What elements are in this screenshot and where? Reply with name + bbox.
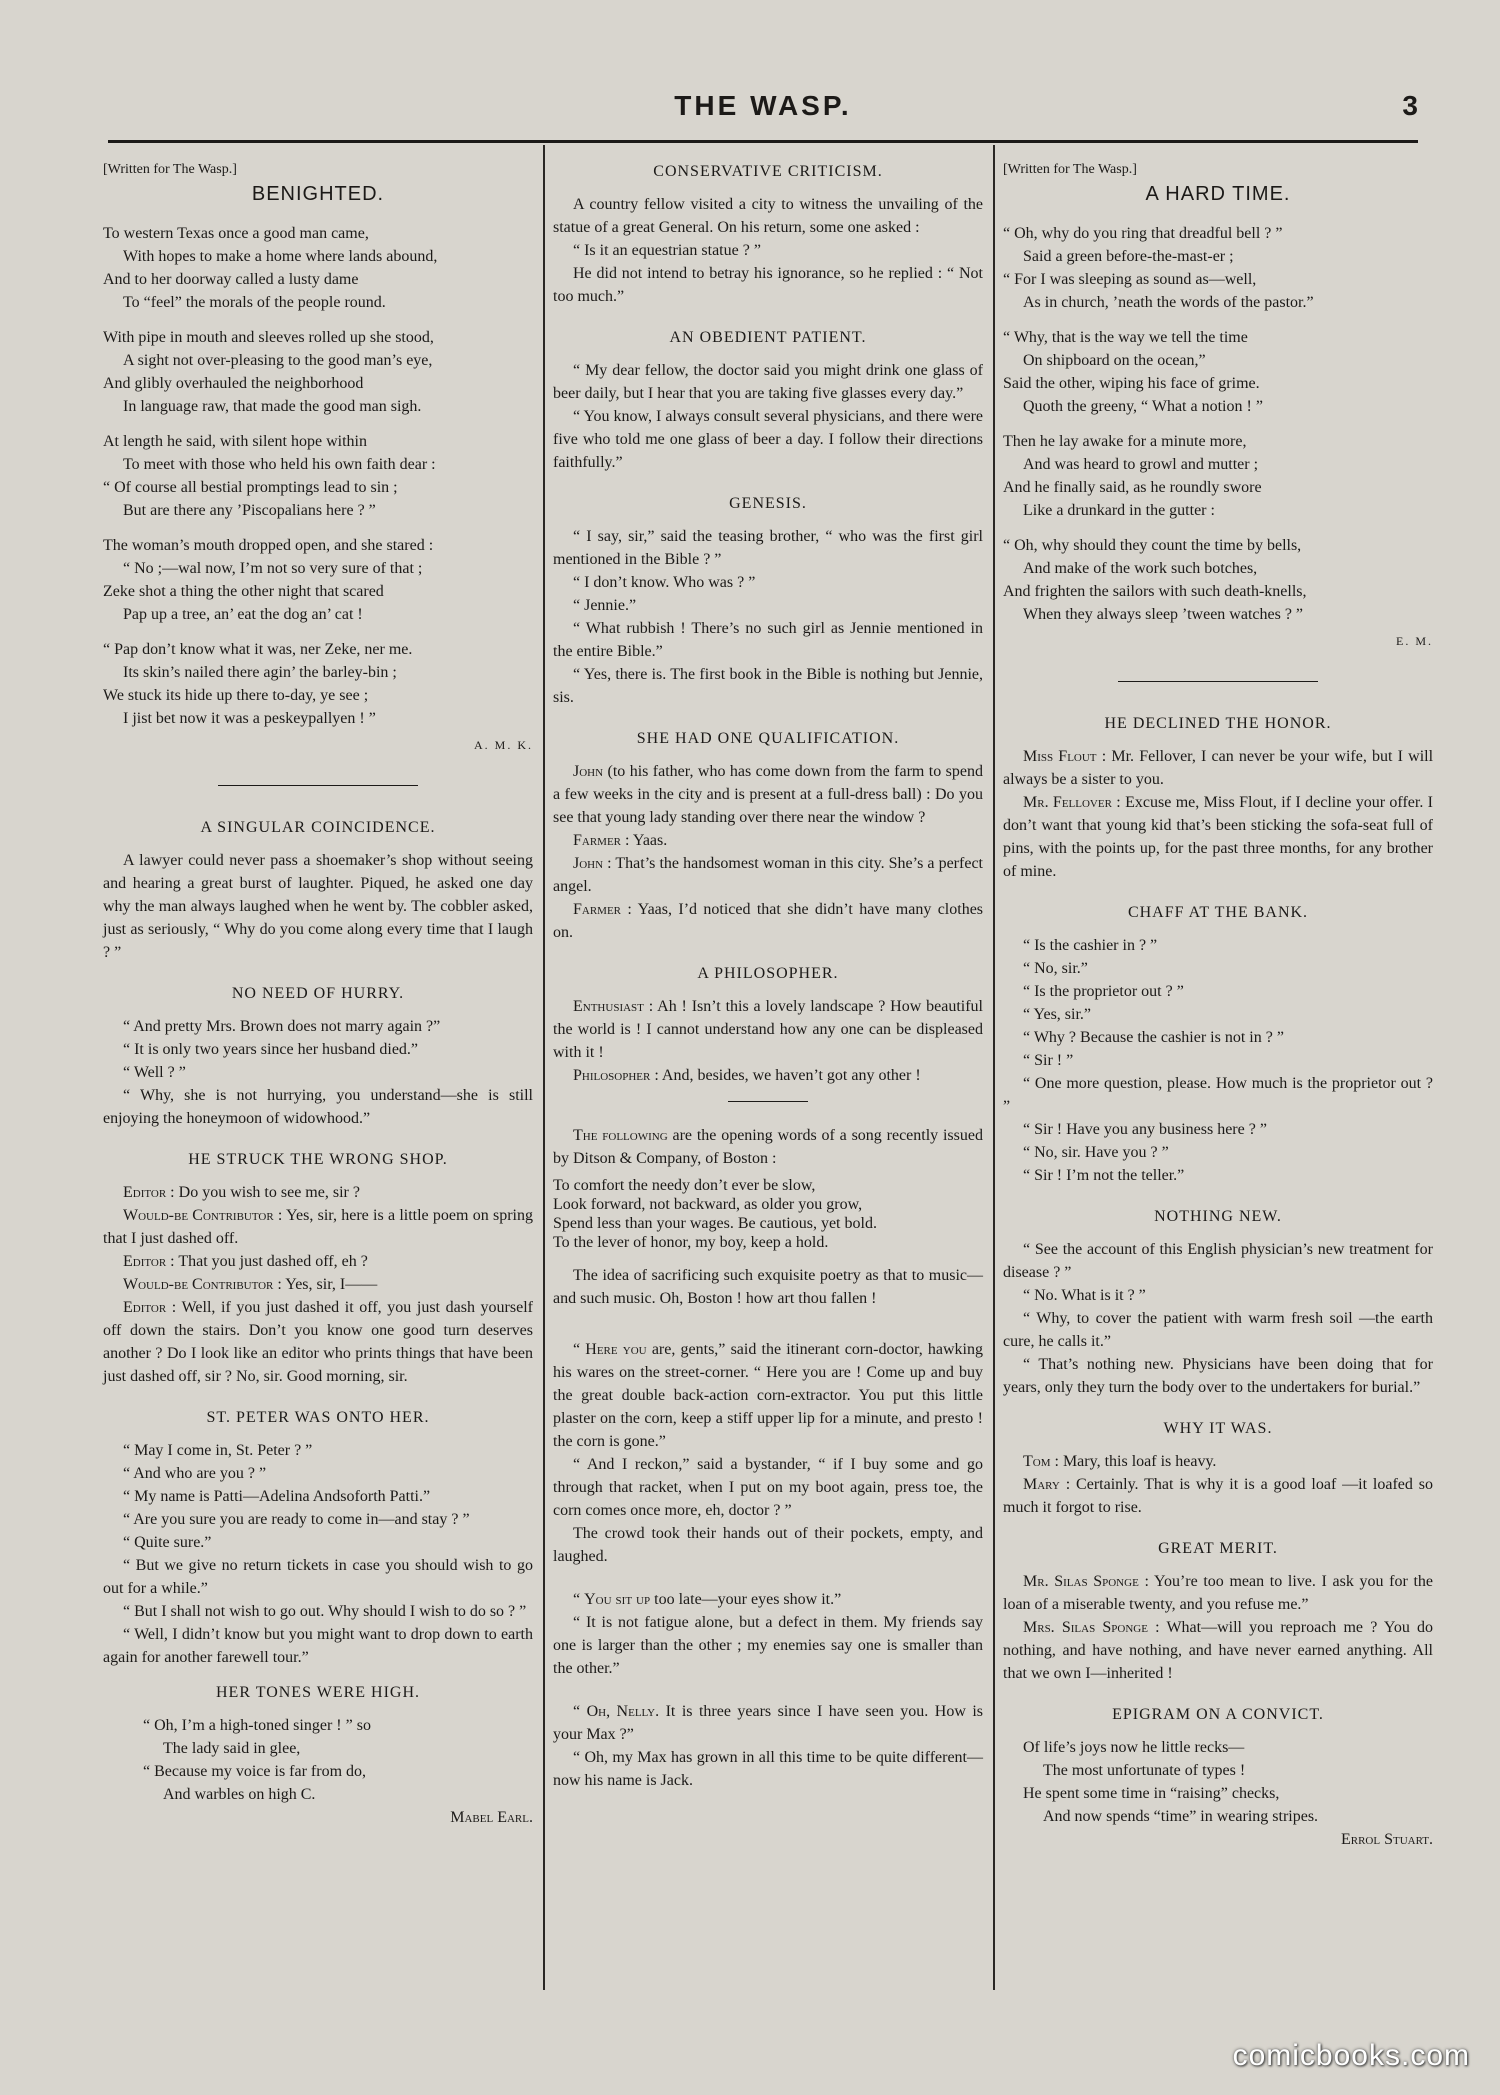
article-title: AN OBEDIENT PATIENT. — [669, 329, 867, 346]
signature: Mabel Earl. — [450, 1809, 533, 1826]
speaker: Farmer : — [573, 832, 630, 849]
column-rule-2 — [993, 145, 995, 1990]
stanza — [103, 638, 533, 730]
speaker: Editor : — [123, 1253, 175, 1270]
dialogue-line: “ What rubbish ! There’s no such girl as Jennie mentioned in the entire Bible.” — [553, 620, 983, 660]
verse-line: Of life’s joys now he little recks— — [1023, 1739, 1245, 1756]
article-title: ST. PETER WAS ONTO HER. — [206, 1409, 430, 1426]
speech: too late—your eyes show it.” — [654, 1591, 842, 1608]
speech: Mary, this loaf is heavy. — [1062, 1453, 1217, 1470]
dialogue-line — [1003, 1616, 1433, 1685]
verse-line: As in church, ’neath the words of the pastor.” — [1023, 294, 1314, 311]
dialogue-line: “ And pretty Mrs. Brown does not marry again ?” — [123, 1018, 441, 1035]
dialogue-line — [1003, 1450, 1433, 1473]
verse-line: And warbles on high C. — [163, 1786, 316, 1803]
song-verse — [553, 1176, 983, 1252]
verse-line: Spend less than your wages. Be cautious, yet bold. — [553, 1215, 877, 1232]
dialogue-line — [103, 1273, 533, 1296]
verse-line: To the lever of honor, my boy, keep a hold. — [553, 1234, 829, 1251]
dialogue-line: “ Yes, sir.” — [1023, 1006, 1092, 1023]
verse-line: Zeke shot a thing the other night that scared — [103, 583, 384, 600]
article-text: “ It is not fatigue alone, but a defect in them. My friends say one is larger than the other ; my enemies say one is smaller than the other.” — [553, 1614, 983, 1677]
dialogue-line: “ Is the proprietor out ? ” — [1023, 983, 1184, 1000]
verse-line: Said the other, wiping his face of grime. — [1003, 375, 1260, 392]
article-text — [553, 1124, 983, 1170]
masthead-title: THE WASP. — [674, 90, 852, 121]
written-for-note: [Written for The Wasp.] — [103, 162, 237, 177]
dialogue-line — [553, 995, 983, 1064]
dialogue-line: “ I say, sir,” said the teasing brother, “ who was the first girl mentioned in the Bible ? ” — [553, 528, 983, 568]
poem-benighted — [103, 222, 533, 730]
verse-line: “ Pap don’t know what it was, ner Zeke, ner me. — [103, 641, 413, 658]
verse-line: “ For I was sleeping as sound as—well, — [1003, 271, 1257, 288]
speech: Yes, sir, here is a little poem on spring that I just dashed off. — [103, 1207, 533, 1247]
dialogue-line: “ But we give no return tickets in case you should wish to go out for a while.” — [103, 1557, 533, 1597]
dialogue-line — [553, 898, 983, 944]
dialogue-line: “ I don’t know. Who was ? ” — [573, 574, 756, 591]
verse-line: Said a green before-the-mast-er ; — [1023, 248, 1234, 265]
verse-line: Quoth the greeny, “ What a notion ! ” — [1023, 398, 1263, 415]
speech: Excuse me, Miss Flout, if I decline your offer. I don’t want that young kid that’s been sticking the sofa-seat full of pins, with the points up, for the past three months, for any brother of mine. — [1003, 794, 1434, 880]
speech: Yaas, I’d noticed that she didn’t have many clothes on. — [553, 901, 984, 941]
watermark: comicbooks.com — [1232, 2039, 1470, 2072]
dialogue-line — [1003, 1570, 1433, 1616]
article-text: “ Oh, Nelly. It is three years since I have seen you. How is your Max ?” — [553, 1703, 984, 1743]
dialogue-line: “ Well, I didn’t know but you might want to drop down to earth again for another farewell tour.” — [103, 1626, 533, 1666]
stanza — [103, 222, 533, 314]
verse-line: And now spends “time” in wearing stripes. — [1043, 1808, 1319, 1825]
verse-line: “ Of course all bestial promptings lead to sin ; — [103, 479, 398, 496]
article-title: HE DECLINED THE HONOR. — [1104, 715, 1332, 732]
verse-line: And to her doorway called a lusty dame — [103, 271, 359, 288]
verse-line: At length he said, with silent hope within — [103, 433, 367, 450]
article-text: “ You sit up too late—your eyes show it.” — [573, 1591, 842, 1608]
lead-in: Here you — [585, 1341, 647, 1358]
speech: That you just dashed off, eh ? — [178, 1253, 368, 1270]
dialogue-line: “ No, sir. Have you ? ” — [1023, 1144, 1169, 1161]
speaker: Mrs. Silas Sponge : — [1023, 1619, 1160, 1636]
verse-line: He spent some time in “raising” checks, — [1023, 1785, 1280, 1802]
speech: Yaas. — [632, 832, 668, 849]
article-text: A lawyer could never pass a shoemaker’s shop without seeing and hearing a great burst of laughter. Piqued, he asked one day why the man always laughed when he went by. The cobbler asked, just as seriously, “ Why do you come along every time that I laugh ? ” — [103, 852, 533, 961]
verse-line: To comfort the needy don’t ever be slow, — [553, 1177, 816, 1194]
dialogue-line: “ And who are you ? ” — [123, 1465, 267, 1482]
dialogue-line: “ But I shall not wish to go out. Why should I wish to do so ? ” — [123, 1603, 527, 1620]
verse-line: And frighten the sailors with such death-knells, — [1003, 583, 1307, 600]
divider — [728, 1101, 808, 1102]
verse — [103, 1714, 533, 1806]
verse-line: We stuck its hide up there to-day, ye see ; — [103, 687, 369, 704]
stanza — [1003, 430, 1433, 522]
article-title: A SINGULAR COINCIDENCE. — [200, 819, 436, 836]
dialogue-line — [103, 1250, 533, 1273]
verse-line: But are there any ’Piscopalians here ? ” — [123, 502, 376, 519]
verse-line: To “feel” the morals of the people round. — [123, 294, 386, 311]
verse-line: When they always sleep ’tween watches ? ” — [1023, 606, 1304, 623]
dialogue-line — [553, 829, 983, 852]
article-title: A PHILOSOPHER. — [697, 965, 839, 982]
article-title: CHAFF AT THE BANK. — [1127, 904, 1309, 921]
speaker: Editor : — [123, 1184, 175, 1201]
article-title: NOTHING NEW. — [1154, 1208, 1282, 1225]
verse-line: Look forward, not backward, as older you grow, — [553, 1196, 863, 1213]
speaker: Tom : — [1023, 1453, 1059, 1470]
dialogue-line: “ Sir ! ” — [1023, 1052, 1074, 1069]
verse-line: The woman’s mouth dropped open, and she stared : — [103, 537, 434, 554]
dialogue-line: “ Sir ! Have you any business here ? ” — [1023, 1121, 1267, 1138]
speaker: Mr. Fellover : — [1023, 794, 1121, 811]
article-title: CONSERVATIVE CRITICISM. — [653, 163, 883, 180]
divider — [1118, 681, 1318, 682]
article-text: “ Is it an equestrian statue ? ” — [573, 242, 761, 259]
speaker: Farmer : — [573, 901, 632, 918]
column-rule-1 — [543, 145, 545, 1990]
stanza — [1003, 534, 1433, 626]
speech: You’re too mean to live. I ask you for the loan of a miserable twenty, and you refuse me.” — [1003, 1573, 1434, 1613]
dialogue-line: “ Why ? Because the cashier is not in ? ” — [1023, 1029, 1284, 1046]
masthead — [108, 90, 1418, 130]
dialogue-line — [103, 1296, 533, 1388]
verse-line: “ Why, that is the way we tell the time — [1003, 329, 1248, 346]
article-title: NO NEED OF HURRY. — [231, 985, 405, 1002]
speech: Mr. Fellover, I can never be your wife, but I will always be a sister to you. — [1003, 748, 1434, 788]
spacer — [553, 1680, 983, 1700]
dialogue-line: “ Quite sure.” — [123, 1534, 212, 1551]
speaker: Mary : — [1023, 1476, 1071, 1493]
verse-line: And was heard to growl and mutter ; — [1023, 456, 1259, 473]
speaker: John — [573, 763, 604, 780]
intro-text: are the opening words of a song recently issued by Ditson & Company, of Boston : — [553, 1127, 983, 1167]
article-text: “ Here you are, gents,” said the itinerant corn-doctor, hawking his wares on the street-corner. “ Here you are ! Come up and buy the great double back-action corn-extractor. You put this little plaster on the corn, keep a stiff upper lip for a minute, and presto ! the corn is gone.” — [553, 1341, 983, 1450]
verse-line: In language raw, that made the good man sigh. — [123, 398, 422, 415]
speech: It is three years since I have seen you. How is your Max ?” — [553, 1703, 984, 1743]
speaker: Mr. Silas Sponge : — [1023, 1573, 1149, 1590]
verse — [1003, 1736, 1433, 1828]
article-title: HE STRUCK THE WRONG SHOP. — [188, 1151, 448, 1168]
speaker: Philosopher : — [573, 1067, 659, 1084]
dialogue-line — [553, 852, 983, 898]
dialogue-line: “ See the account of this English physician’s new treatment for disease ? ” — [1003, 1241, 1433, 1281]
dialogue-line: “ Is the cashier in ? ” — [1023, 937, 1158, 954]
dialogue-line — [103, 1181, 533, 1204]
article-text: “ Oh, my Max has grown in all this time to be quite different—now his name is Jack. — [553, 1749, 983, 1789]
dialogue-line: “ Jennie.” — [573, 597, 637, 614]
stanza — [1003, 326, 1433, 418]
speech: What—will you reproach me ? You do nothing, and have nothing, and have never earned anything. All that we own I—inherited ! — [1003, 1619, 1433, 1682]
dialogue-line: “ Why, she is not hurrying, you understand—she is still enjoying the honeymoon of widowhood.” — [103, 1087, 533, 1127]
column-2 — [553, 158, 983, 1792]
poem-title: A HARD TIME. — [1145, 183, 1291, 205]
verse-line: Pap up a tree, an’ eat the dog an’ cat ! — [123, 606, 363, 623]
speech: Yes, sir, I—— — [285, 1276, 378, 1293]
spacer — [553, 1568, 983, 1588]
dialogue-line: “ It is only two years since her husband died.” — [123, 1041, 419, 1058]
speaker: Would-be Contributor : — [123, 1276, 282, 1293]
dialogue-line — [1003, 791, 1433, 883]
article-title: GENESIS. — [729, 495, 807, 512]
speaker: Miss Flout : — [1023, 748, 1107, 765]
spacer — [553, 1310, 983, 1338]
verse-line: “ Oh, why do you ring that dreadful bell ? ” — [1003, 225, 1283, 242]
dialogue-line: “ That’s nothing new. Physicians have been doing that for years, only they turn the body over to the undertakers for burial.” — [1003, 1356, 1433, 1396]
dialogue-line: “ Why, to cover the patient with warm fresh soil —the earth cure, he calls it.” — [1003, 1310, 1433, 1350]
stanza — [1003, 222, 1433, 314]
verse-line: And make of the work such botches, — [1023, 560, 1258, 577]
dialogue-line — [103, 1204, 533, 1250]
stanza — [103, 534, 533, 626]
verse-line: The lady said in glee, — [163, 1740, 301, 1757]
top-rule — [108, 140, 1418, 143]
speech: Certainly. That is why it is a good loaf —it loafed so much it forgot to rise. — [1003, 1476, 1434, 1516]
speaker: John : — [573, 855, 612, 872]
written-for-note: [Written for The Wasp.] — [1003, 162, 1137, 177]
dialogue-line: “ Are you sure you are ready to come in—and stay ? ” — [123, 1511, 470, 1528]
verse-line: With pipe in mouth and sleeves rolled up she stood, — [103, 329, 434, 346]
speech: are, gents,” said the itinerant corn-doctor, hawking his wares on the street-corner. “ Here you are ! Come up and buy the great double back-action corn-extractor. You put this little plaster on the corn, keep a stiff upper lip for a minute, and presto ! the corn is gone.” — [553, 1341, 983, 1450]
signature: Errol Stuart. — [1340, 1831, 1433, 1848]
dialogue-line: “ No. What is it ? ” — [1023, 1287, 1146, 1304]
page-number: 3 — [1402, 90, 1418, 121]
lead-in: The following — [573, 1127, 668, 1144]
speaker: Enthusiast : — [573, 998, 654, 1015]
speech: (to his father, who has come down from the farm to spend a few weeks in the city and is present at a full-dress ball) : Do you see that young lady standing over there near the window ? — [553, 763, 984, 826]
dialogue-line: “ Yes, there is. The first book in the Bible is nothing but Jennie, sis. — [553, 666, 983, 706]
verse-line: “ Oh, why should they count the time by bells, — [1003, 537, 1302, 554]
article-title: HER TONES WERE HIGH. — [216, 1684, 420, 1701]
column-1 — [103, 158, 533, 1829]
verse-line: A sight not over-pleasing to the good man’s eye, — [123, 352, 433, 369]
speech: Ah ! Isn’t this a lovely landscape ? How beautiful the world is ! I cannot understand how any one can be displeased with it ! — [553, 998, 983, 1061]
signature: A. M. K. — [473, 738, 533, 752]
dialogue-line — [553, 1064, 983, 1087]
article-text: “ And I reckon,” said a bystander, “ if I buy some and go through that racket, when I put on my boot again, press toe, the corn comes once more, eh, doctor ? ” — [553, 1456, 983, 1519]
dialogue-line: “ My dear fellow, the doctor said you might drink one glass of beer daily, but I hear that you are taking five glasses every day.” — [553, 362, 983, 402]
article-text: A country fellow visited a city to witness the unvailing of the statue of a great General. On his return, some one asked : — [553, 196, 983, 236]
verse-line: To meet with those who held his own faith dear : — [123, 456, 436, 473]
verse-line: And glibly overhauled the neighborhood — [103, 375, 364, 392]
article-title: WHY IT WAS. — [1163, 1420, 1273, 1437]
verse-line: Like a drunkard in the gutter : — [1023, 502, 1215, 519]
signature: E. M. — [1396, 634, 1433, 648]
dialogue-line: “ Well ? ” — [123, 1064, 186, 1081]
poem-hard-time — [1003, 222, 1433, 626]
verse-line: With hopes to make a home where lands abound, — [123, 248, 438, 265]
dialogue-line: “ May I come in, St. Peter ? ” — [123, 1442, 313, 1459]
speech: And, besides, we haven’t got any other ! — [661, 1067, 921, 1084]
dialogue-line: “ Sir ! I’m not the teller.” — [1023, 1167, 1185, 1184]
stanza — [103, 326, 533, 418]
dialogue-line: “ My name is Patti—Adelina Andsoforth Patti.” — [123, 1488, 431, 1505]
article-title: SHE HAD ONE QUALIFICATION. — [636, 730, 900, 747]
divider — [218, 785, 418, 786]
speech: Well, if you just dashed it off, you just dash yourself off down the stairs. Don’t you know one good turn deserves another ? Do I look like an editor who prints things that have been just dashed off, sir ? No, sir. Good morning, sir. — [103, 1299, 533, 1385]
lead-in: You sit up — [584, 1591, 651, 1608]
dialogue-line — [1003, 745, 1433, 791]
dialogue-line: “ One more question, please. How much is the proprietor out ? ” — [1003, 1075, 1433, 1115]
dialogue-line: “ You know, I always consult several physicians, and there were five who told me one glass of beer a day. I follow their directions faithfully.” — [553, 408, 983, 471]
dialogue-line — [553, 760, 983, 829]
article-title: EPIGRAM ON A CONVICT. — [1112, 1706, 1324, 1723]
verse-line: “ Oh, I’m a high-toned singer ! ” so — [143, 1717, 371, 1734]
verse-line: On shipboard on the ocean,” — [1023, 352, 1206, 369]
verse-line: Its skin’s nailed there agin’ the barley-bin ; — [123, 664, 397, 681]
stanza — [103, 430, 533, 522]
verse-line: And he finally said, as he roundly swore — [1003, 479, 1262, 496]
article-text: The crowd took their hands out of their pockets, empty, and laughed. — [553, 1525, 983, 1565]
verse-line: To western Texas once a good man came, — [103, 225, 369, 242]
lead-in: Oh, Nelly. — [586, 1703, 660, 1720]
verse-line: “ No ;—wal now, I’m not so very sure of that ; — [123, 560, 423, 577]
article-title: GREAT MERIT. — [1158, 1540, 1278, 1557]
verse-line: I jist bet now it was a peskeypallyen ! ” — [123, 710, 376, 727]
article-text: The idea of sacrificing such exquisite poetry as that to music—and such music. Oh, Boston ! how art thou fallen ! — [553, 1267, 983, 1307]
dialogue-line — [1003, 1473, 1433, 1519]
dialogue-line: “ No, sir.” — [1023, 960, 1088, 977]
speaker: Editor : — [123, 1299, 177, 1316]
poem-title: BENIGHTED. — [251, 183, 385, 205]
verse-line: “ Because my voice is far from do, — [143, 1763, 367, 1780]
verse-line: Then he lay awake for a minute more, — [1003, 433, 1247, 450]
article-text: He did not intend to betray his ignorance, so he replied : “ Not too much.” — [553, 265, 983, 305]
column-3 — [1003, 158, 1433, 1851]
speech: That’s the handsomest woman in this city. She’s a perfect angel. — [553, 855, 983, 895]
speech: Do you wish to see me, sir ? — [178, 1184, 360, 1201]
speaker: Would-be Contributor : — [123, 1207, 283, 1224]
verse-line: The most unfortunate of types ! — [1043, 1762, 1246, 1779]
